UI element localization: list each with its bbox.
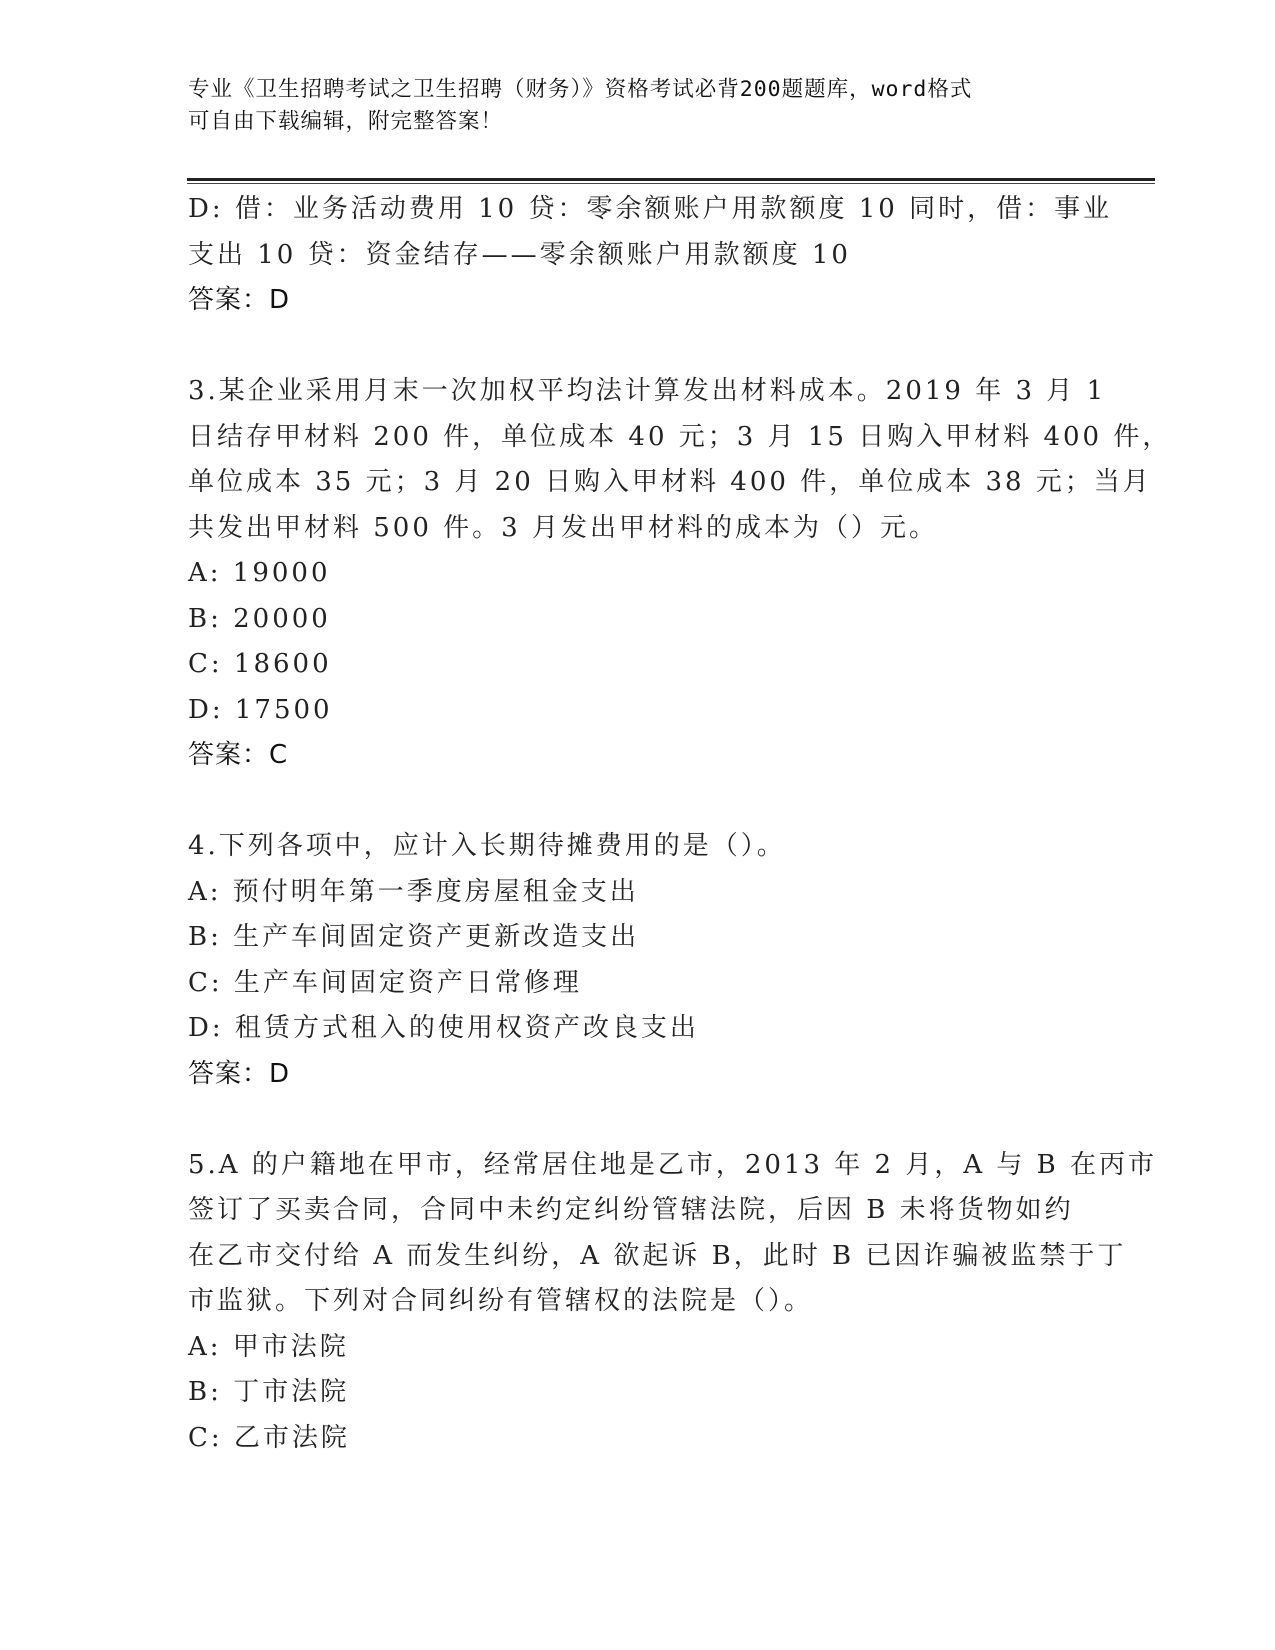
option-d: D: 17500 [188,694,333,725]
option-b: B: 20000 [188,603,331,634]
header-line-1: 专业《卫生招聘考试之卫生招聘（财务）》资格考试必背200题题库，word格式 [188,77,973,102]
question-stem-line: 5.A 的户籍地在甲市，经常居住地是乙市，2013 年 2 月，A 与 B 在丙市 [188,1149,1158,1180]
question-stem-line: 共发出甲材料 500 件。3 月发出甲材料的成本为（）元。 [188,512,938,543]
answer-label: 答案：C [188,740,289,770]
option-c: C: 乙市法院 [188,1422,350,1453]
option-d-line: 支出 10 贷：资金结存——零余额账户用款额度 10 [188,239,851,270]
question-4 [188,824,1088,1097]
question-stem-line: 签订了买卖合同，合同中未约定纠纷管辖法院，后因 B 未将货物如约 [188,1195,1074,1225]
document-body [188,187,1172,1461]
question-stem-line: 单位成本 35 元；3 月 20 日购入甲材料 400 件，单位成本 38 元；当月 [188,467,1152,497]
question-stem-line: 在乙市交付给 A 而发生纠纷，A 欲起诉 B，此时 B 已因诈骗被监禁于丁 [188,1240,1127,1271]
option-d: D: 租赁方式租入的使用权资产改良支出 [188,1013,699,1043]
option-b: B: 生产车间固定资产更新改造支出 [188,922,640,952]
option-c: C: 生产车间固定资产日常修理 [188,967,582,998]
header-divider-thick [187,178,1155,181]
question-3 [188,369,1172,779]
header-divider-thin [187,183,1155,184]
option-a: A: 预付明年第一季度房屋租金支出 [188,876,639,907]
question-stem-line: 日结存甲材料 200 件，单位成本 40 元；3 月 15 日购入甲材料 400 件， [188,421,1172,452]
question-stem-line: 3.某企业采用月末一次加权平均法计算发出材料成本。2019 年 3 月 1 [188,376,1107,406]
option-a: A: 19000 [188,558,331,588]
header-line-2: 可自由下载编辑，附完整答案！ [188,109,504,134]
option-d-line: D: 借：业务活动费用 10 贷：零余额账户用款额度 10 同时，借：事业 [188,194,1113,224]
spacer [188,779,1088,825]
answer-label: 答案：D [188,285,291,315]
spacer [188,324,1088,370]
question-2-tail [188,187,1113,324]
question-stem-line: 市监狱。下列对合同纠纷有管辖权的法院是（）。 [188,1286,814,1316]
question-5 [188,1143,1158,1462]
option-c: C: 18600 [188,649,332,679]
document-header [188,74,1068,138]
question-stem-line: 4.下列各项中，应计入长期待摊费用的是（）。 [188,831,786,861]
option-b: B: 丁市法院 [188,1377,350,1407]
option-a: A: 甲市法院 [188,1331,349,1362]
spacer [188,1097,1088,1143]
answer-label: 答案：D [188,1058,291,1089]
